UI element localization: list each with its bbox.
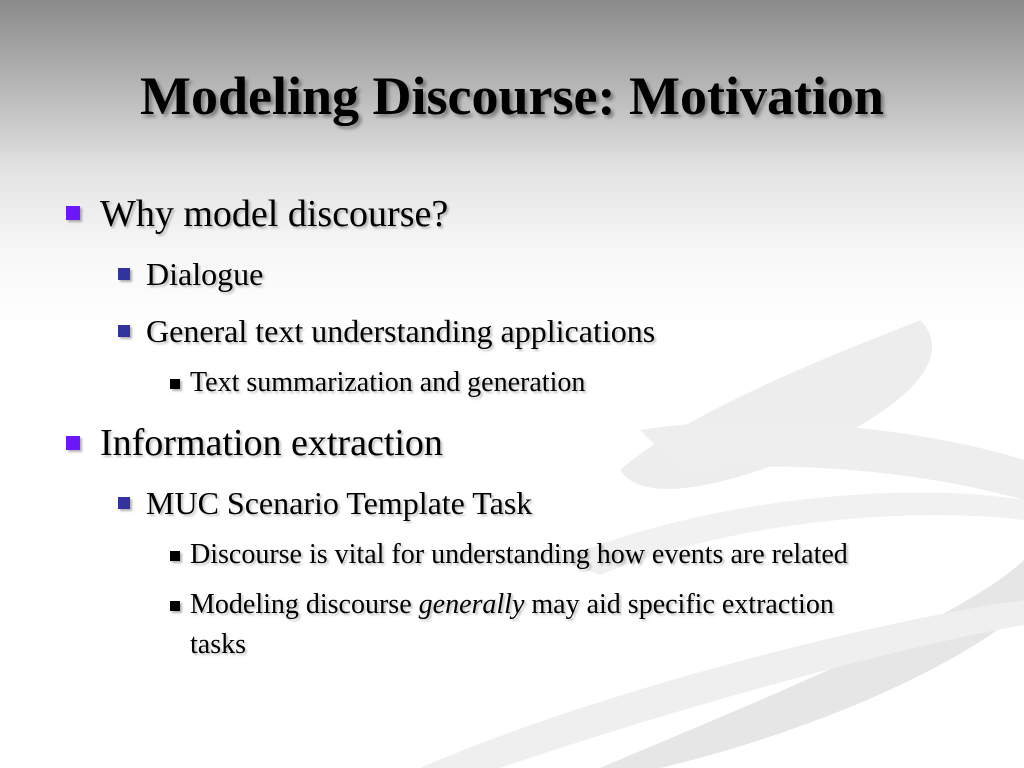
bullet-information-extraction: Information extraction (100, 422, 443, 464)
bullet-discourse-vital: Discourse is vital for understanding how events are related (190, 539, 848, 570)
modeling-text-end: may aid specific extraction (524, 589, 834, 620)
bullet-square-icon (118, 268, 130, 280)
modeling-text-emphasis: generally (418, 589, 525, 620)
bullet-square-icon (66, 436, 80, 450)
bullet-text-summarization: Text summarization and generation (190, 367, 586, 398)
bullet-general-text-understanding: General text understanding applications (146, 313, 656, 349)
bullet-square-icon (66, 206, 80, 220)
bullet-square-icon (170, 379, 180, 389)
bullet-why-model-discourse: Why model discourse? (100, 193, 449, 235)
bullet-square-icon (118, 497, 130, 509)
bullet-square-icon (118, 325, 130, 337)
bullet-square-icon (170, 601, 180, 611)
bullet-dialogue: Dialogue (146, 256, 264, 292)
slide-title: Modeling Discourse: Motivation (140, 66, 884, 126)
modeling-text-start: Modeling discourse (190, 589, 419, 620)
bullet-modeling-continuation: tasks (190, 629, 246, 660)
bullet-square-icon (170, 551, 180, 561)
bullet-modeling-discourse-generally (190, 588, 834, 622)
bullet-muc-scenario-template-task: MUC Scenario Template Task (146, 485, 533, 521)
